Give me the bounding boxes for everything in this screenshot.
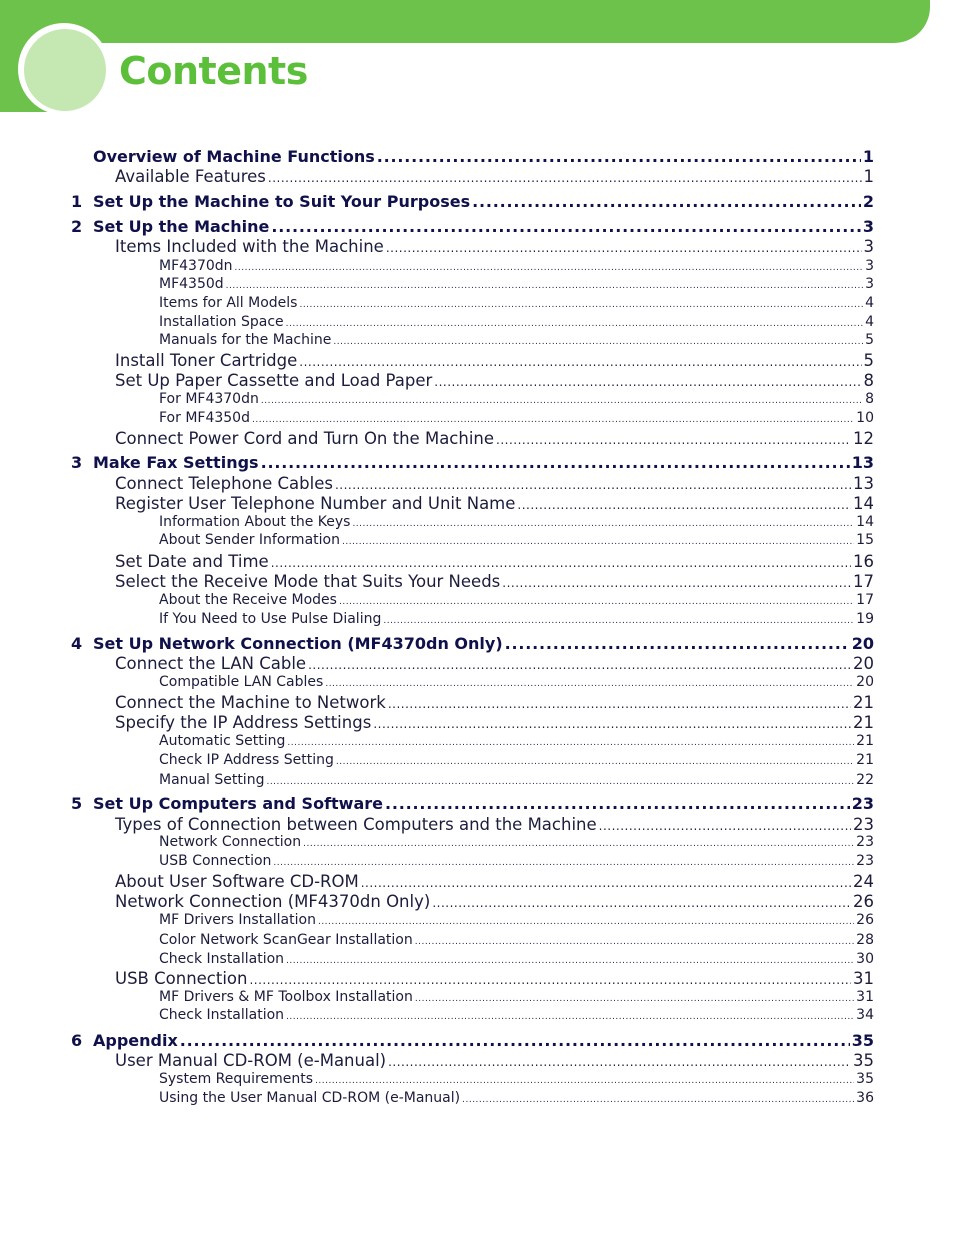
toc-entry[interactable]	[93, 147, 874, 166]
toc-entry[interactable]	[71, 634, 874, 653]
toc-entry-label: Types of Connection between Computers and the Machine	[115, 815, 597, 834]
toc-entry-label: MF Drivers Installation	[159, 912, 316, 928]
toc-page-number: 31	[856, 989, 874, 1005]
toc-page-number: 2	[862, 192, 874, 211]
toc-entry[interactable]	[115, 713, 874, 732]
toc-page-number: 36	[856, 1090, 874, 1106]
toc-page-number: 15	[856, 532, 874, 548]
toc-page-number: 17	[856, 592, 874, 608]
toc-leader-dots	[342, 537, 854, 547]
toc-entry-label: If You Need to Use Pulse Dialing	[159, 611, 382, 627]
toc-page-number: 30	[856, 951, 874, 967]
toc-leader-dots	[496, 433, 851, 447]
toc-entry-label: Set Up Network Connection (MF4370dn Only)	[93, 634, 503, 653]
toc-entry[interactable]	[115, 237, 874, 256]
toc-entry-label: Check IP Address Setting	[159, 752, 334, 768]
toc-leader-dots	[377, 147, 861, 166]
toc-entry-label: Check Installation	[159, 951, 285, 967]
toc-page-number: 20	[856, 674, 874, 690]
toc-leader-dots	[373, 717, 851, 731]
toc-page-number: 23	[851, 794, 874, 813]
toc-page-number: 28	[856, 932, 874, 948]
toc-page-number: 8	[863, 371, 874, 390]
toc-leader-dots	[502, 576, 851, 590]
toc-entry-label: Register User Telephone Number and Unit Name	[115, 494, 516, 513]
toc-entry[interactable]	[115, 969, 874, 988]
toc-page-number: 3	[862, 217, 874, 236]
toc-page-number: 3	[865, 276, 874, 292]
toc-chapter-number: 5	[71, 794, 83, 813]
toc-leader-dots	[472, 192, 861, 211]
toc-entry-label: Connect Power Cord and Turn On the Machine	[115, 429, 495, 448]
toc-page-number: 16	[853, 552, 874, 571]
toc-entry-label: Connect the LAN Cable	[115, 654, 307, 673]
toc-leader-dots	[325, 679, 854, 689]
toc-entry[interactable]	[159, 592, 874, 608]
toc-leader-dots	[299, 355, 861, 369]
toc-entry[interactable]	[115, 474, 874, 493]
toc-leader-dots	[336, 757, 854, 767]
toc-page-number: 23	[853, 815, 874, 834]
toc-leader-dots	[361, 876, 851, 890]
toc-entry-label: For MF4370dn	[159, 391, 259, 407]
toc-page-number: 1	[863, 167, 874, 186]
toc-entry-label: Specify the IP Address Settings	[115, 713, 372, 732]
toc-entry[interactable]	[159, 532, 874, 548]
toc-page-number: 35	[853, 1051, 874, 1070]
toc-entry[interactable]	[159, 772, 874, 788]
toc-entry-label: For MF4350d	[159, 410, 250, 426]
toc-page-number: 14	[856, 514, 874, 530]
toc-entry[interactable]	[71, 192, 874, 211]
toc-leader-dots	[286, 319, 863, 329]
toc-entry-label: Items Included with the Machine	[115, 237, 384, 256]
toc-entry-label: System Requirements	[159, 1071, 313, 1087]
toc-entry-label: About User Software CD-ROM	[115, 872, 359, 891]
toc-chapter-number: 2	[71, 217, 83, 236]
toc-leader-dots	[517, 498, 851, 512]
toc-entry-label: About the Receive Modes	[159, 592, 337, 608]
toc-leader-dots	[333, 337, 863, 347]
toc-entry-label: Information About the Keys	[159, 514, 351, 530]
toc-entry[interactable]	[159, 989, 874, 1005]
toc-leader-dots	[235, 263, 864, 273]
toc-entry[interactable]	[159, 332, 874, 348]
toc-leader-dots	[415, 937, 854, 947]
toc-leader-dots	[286, 1012, 854, 1022]
toc-leader-dots	[252, 415, 854, 425]
toc-entry-label: USB Connection	[115, 969, 248, 988]
toc-entry-label: Install Toner Cartridge	[115, 351, 298, 370]
toc-entry[interactable]	[159, 951, 874, 967]
toc-entry-label: MF4370dn	[159, 258, 233, 274]
toc-page-number: 19	[856, 611, 874, 627]
toc-page-number: 14	[853, 494, 874, 513]
toc-entry[interactable]	[159, 733, 874, 749]
toc-page-number: 22	[856, 772, 874, 788]
toc-entry[interactable]	[71, 794, 874, 813]
toc-entry-label: User Manual CD-ROM (e-Manual)	[115, 1051, 387, 1070]
toc-entry[interactable]	[115, 351, 874, 370]
toc-leader-dots	[505, 634, 850, 653]
toc-entry[interactable]	[115, 572, 874, 591]
toc-entry[interactable]	[159, 410, 874, 426]
toc-page-number: 17	[853, 572, 874, 591]
toc-entry[interactable]	[115, 815, 874, 834]
toc-entry-label: Check Installation	[159, 1007, 285, 1023]
toc-leader-dots	[303, 839, 854, 849]
toc-entry-label: Connect Telephone Cables	[115, 474, 333, 493]
toc-leader-dots	[266, 777, 854, 787]
toc-leader-dots	[386, 241, 862, 255]
toc-entry-label: Network Connection (MF4370dn Only)	[115, 892, 431, 911]
toc-page-number: 34	[856, 1007, 874, 1023]
toc-entry[interactable]	[115, 654, 874, 673]
toc-page-number: 5	[865, 332, 874, 348]
toc-page-number: 21	[856, 733, 874, 749]
toc-leader-dots	[432, 896, 851, 910]
toc-chapter-number: 6	[71, 1031, 83, 1050]
toc-page-number: 3	[863, 237, 874, 256]
toc-leader-dots	[286, 956, 854, 966]
toc-entry-label: Available Features	[115, 167, 266, 186]
toc-page-number: 12	[853, 429, 874, 448]
toc-entry[interactable]	[159, 853, 874, 869]
toc-entry[interactable]	[159, 611, 874, 627]
toc-leader-dots	[315, 1076, 854, 1086]
toc-page-number: 5	[863, 351, 874, 370]
toc-entry[interactable]	[159, 1090, 874, 1106]
toc-page-number: 24	[853, 872, 874, 891]
toc-page-number: 8	[865, 391, 874, 407]
toc-entry[interactable]	[115, 1051, 874, 1070]
toc-leader-dots	[434, 375, 861, 389]
toc-entry-label: Overview of Machine Functions	[93, 147, 375, 166]
toc-entry[interactable]	[159, 834, 874, 850]
toc-entry-label: Make Fax Settings	[93, 453, 259, 472]
toc-entry-label: Set Up the Machine to Suit Your Purposes	[93, 192, 471, 211]
toc-entry[interactable]	[115, 892, 874, 911]
toc-entry-label: Items for All Models	[159, 295, 298, 311]
toc-entry-label: Set Up Computers and Software	[93, 794, 383, 813]
toc-page-number: 35	[851, 1031, 874, 1050]
toc-leader-dots	[352, 519, 854, 529]
toc-page-number: 4	[865, 295, 874, 311]
toc-page-number: 13	[853, 474, 874, 493]
toc-leader-dots	[268, 171, 862, 185]
toc-entry-label: MF Drivers & MF Toolbox Installation	[159, 989, 413, 1005]
toc-entry[interactable]	[159, 514, 874, 530]
toc-page-number: 26	[853, 892, 874, 911]
toc-leader-dots	[249, 973, 851, 987]
toc-entry-label: Installation Space	[159, 314, 284, 330]
toc-entry[interactable]	[159, 1071, 874, 1087]
toc-entry-label: Manual Setting	[159, 772, 265, 788]
toc-entry[interactable]	[115, 429, 874, 448]
toc-entry[interactable]	[115, 552, 874, 571]
toc-leader-dots	[287, 738, 854, 748]
toc-leader-dots	[299, 300, 863, 310]
toc-leader-dots	[385, 794, 850, 813]
toc-leader-dots	[388, 697, 851, 711]
toc-entry-label: Manuals for the Machine	[159, 332, 332, 348]
toc-entry-label: Set Up Paper Cassette and Load Paper	[115, 371, 433, 390]
toc-entry-label: Using the User Manual CD-ROM (e-Manual)	[159, 1090, 461, 1106]
toc-entry[interactable]	[159, 912, 874, 928]
toc-entry[interactable]	[159, 932, 874, 948]
toc-page-number: 21	[856, 752, 874, 768]
toc-entry[interactable]	[71, 1031, 874, 1050]
toc-page-number: 10	[856, 410, 874, 426]
toc-entry-label: Connect the Machine to Network	[115, 693, 386, 712]
toc-page-number: 26	[856, 912, 874, 928]
toc-leader-dots	[180, 1031, 850, 1050]
toc-entry[interactable]	[115, 371, 874, 390]
toc-entry[interactable]	[159, 258, 874, 274]
toc-leader-dots	[318, 917, 854, 927]
toc-entry[interactable]	[159, 314, 874, 330]
toc-entry-label: Color Network ScanGear Installation	[159, 932, 413, 948]
toc-entry-label: Automatic Setting	[159, 733, 286, 749]
toc-page-number: 20	[851, 634, 874, 653]
toc-leader-dots	[271, 217, 860, 236]
toc-page-number: 35	[856, 1071, 874, 1087]
toc-page-number: 4	[865, 314, 874, 330]
toc-chapter-number: 1	[71, 192, 83, 211]
toc-entry-label: Compatible LAN Cables	[159, 674, 324, 690]
toc-leader-dots	[335, 478, 851, 492]
toc-entry[interactable]	[159, 674, 874, 690]
toc-entry[interactable]	[115, 693, 874, 712]
toc-leader-dots	[271, 556, 851, 570]
toc-page-number: 21	[853, 713, 874, 732]
toc-leader-dots	[462, 1095, 854, 1105]
toc-entry[interactable]	[71, 453, 874, 472]
toc-entry-label: Set Date and Time	[115, 552, 269, 571]
toc-leader-dots	[383, 616, 854, 626]
toc-page-number: 3	[865, 258, 874, 274]
toc-entry[interactable]	[115, 494, 874, 513]
toc-entry-label: Select the Receive Mode that Suits Your Needs	[115, 572, 501, 591]
toc-page-number: 23	[856, 853, 874, 869]
toc-entry[interactable]	[159, 752, 874, 768]
toc-leader-dots	[339, 597, 854, 607]
toc-entry[interactable]	[159, 295, 874, 311]
toc-entry-label: Set Up the Machine	[93, 217, 270, 236]
toc-entry-label: MF4350d	[159, 276, 224, 292]
toc-page-number: 1	[862, 147, 874, 166]
toc-leader-dots	[599, 819, 851, 833]
toc-leader-dots	[261, 453, 850, 472]
toc-entry[interactable]	[159, 1007, 874, 1023]
toc-entry[interactable]	[159, 391, 874, 407]
toc-page-number: 31	[853, 969, 874, 988]
toc-leader-dots	[308, 658, 851, 672]
toc-entry[interactable]	[115, 872, 874, 891]
page-title: Contents	[119, 49, 308, 93]
toc-entry-label: Appendix	[93, 1031, 178, 1050]
toc-leader-dots	[261, 396, 863, 406]
toc-chapter-number: 3	[71, 453, 83, 472]
toc-page-number: 13	[851, 453, 874, 472]
toc-entry-label: Network Connection	[159, 834, 302, 850]
toc-leader-dots	[415, 994, 854, 1004]
toc-entry[interactable]	[159, 276, 874, 292]
toc-entry[interactable]	[71, 217, 874, 236]
toc-entry-label: USB Connection	[159, 853, 272, 869]
toc-leader-dots	[388, 1055, 851, 1069]
toc-chapter-number: 4	[71, 634, 83, 653]
toc-leader-dots	[273, 858, 854, 868]
toc-page-number: 20	[853, 654, 874, 673]
toc-page-number: 21	[853, 693, 874, 712]
toc-page-number: 23	[856, 834, 874, 850]
toc-entry-label: About Sender Information	[159, 532, 340, 548]
toc-entry[interactable]	[115, 167, 874, 186]
toc-leader-dots	[226, 281, 863, 291]
